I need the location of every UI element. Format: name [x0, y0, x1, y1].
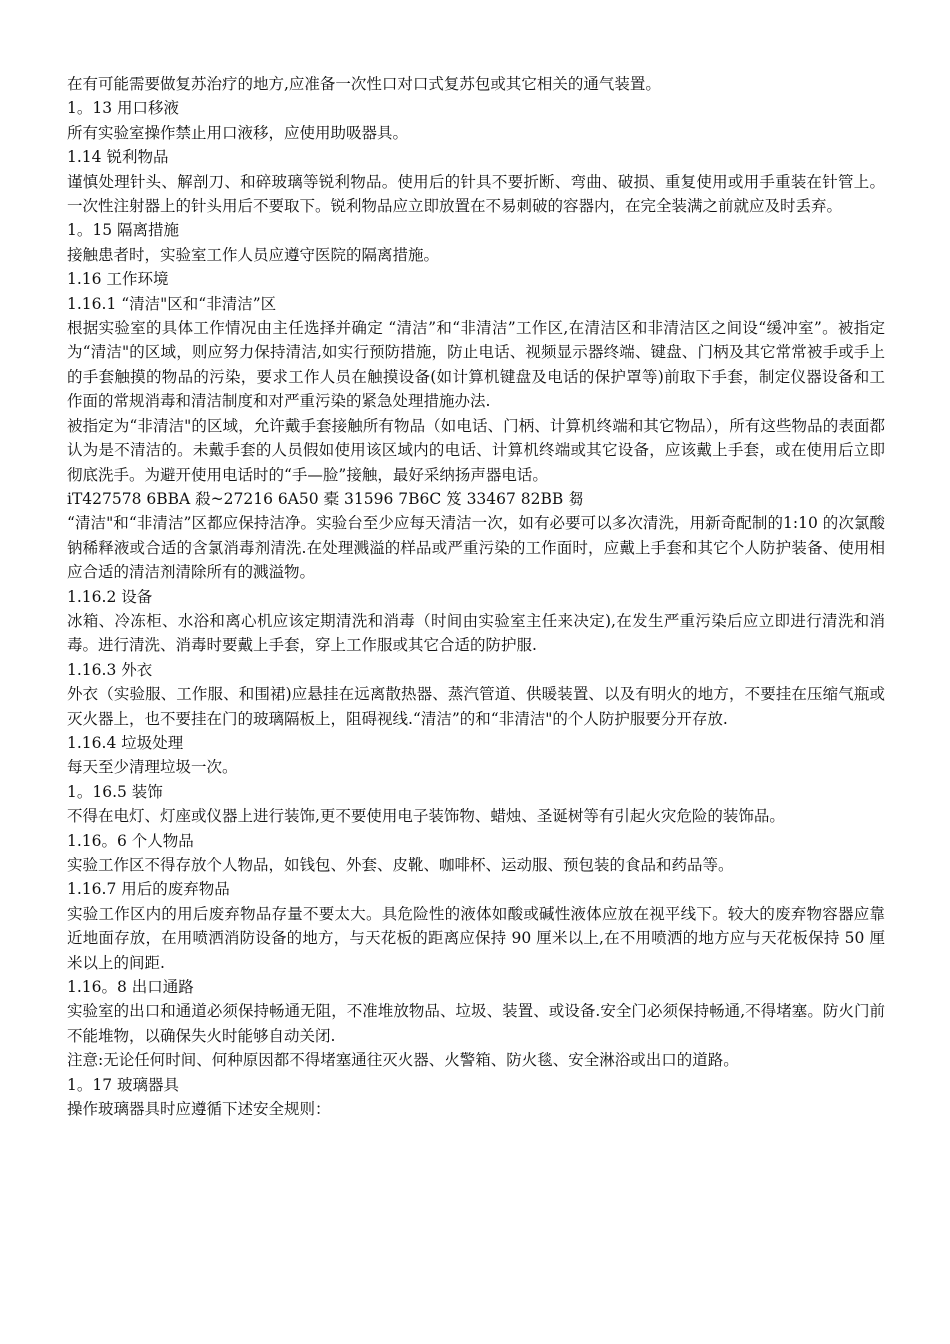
section-heading-1-16-1: 1.16.1 “清洁"区和“非清洁”区 [67, 294, 277, 313]
section-heading-1-16-4: 1.16.4 垃圾处理 [67, 733, 184, 752]
section-heading-1-14: 1.14 锐利物品 [67, 148, 169, 167]
decoration-text: 不得在电灯、灯座或仪器上进行装饰,更不要使用电子装饰物、蜡烛、圣诞树等有引起火灾危险的装饰品。 [67, 807, 785, 826]
section-heading-1-13: 1。13 用口移液 [67, 99, 180, 118]
outerwear-text: 外衣（实验服、工作服、和围裙)应悬挂在远离散热器、蒸汽管道、供暖装置、以及有明火的地方，不要挂在压缩气瓶或灭火器上，也不要挂在门的玻璃隔板上，阻碍视线.“清洁”的和“非清洁"的个人防护服要分开存放. [67, 685, 885, 728]
garbled-code-line: iT427578 6BBA 殺~27216 6A50 橐 31596 7B6C 笈 33467 82BB 芻 [67, 489, 584, 508]
section-heading-1-16-2: 1.16.2 设备 [67, 587, 153, 606]
section-heading-1-16-5: 1。16.5 装饰 [67, 782, 163, 801]
section-heading-1-16-7: 1.16.7 用后的废弃物品 [67, 880, 230, 899]
zone-cleaning-text: “清洁"和“非清洁”区都应保持洁净。实验台至少应每天清洁一次，如有必要可以多次清洗，用新奇配制的1:10 的次氯酸钠稀释液或合适的含氯消毒剂清洗.在处理溅溢的样品或严重污染的工作面时，应戴上手套和其它个人防护装备、使用相应合适的清洁剂清除所有的溅溢物。 [67, 514, 885, 582]
sharps-text: 谨慎处理针头、解剖刀、和碎玻璃等锐利物品。使用后的针具不要折断、弯曲、破损、重复使用或用手重装在针管上。一次性注射器上的针头用后不要取下。锐利物品应立即放置在不易刺破的容器内，在完全装满之前就应及时丢弃。 [67, 172, 885, 216]
section-heading-1-16-8: 1.16。8 出口通路 [67, 978, 194, 997]
exit-passage-text: 实验室的出口和通道必须保持畅通无阻，不准堆放物品、垃圾、装置、或设备.安全门必须保持畅通,不得堵塞。防火门前不能堆物，以确保失火时能够自动关闭. [67, 1002, 885, 1045]
glassware-intro-text: 操作玻璃器具时应遵循下述安全规则： [67, 1100, 331, 1119]
cpr-note-text: 在有可能需要做复苏治疗的地方,应准备一次性口对口式复苏包或其它相关的通气装置。 [67, 75, 661, 93]
personal-items-text: 实验工作区不得存放个人物品，如钱包、外套、皮靴、咖啡杯、运动服、预包装的食品和药品等。 [67, 856, 734, 874]
section-heading-1-16-3: 1.16.3 外衣 [67, 660, 153, 679]
section-heading-1-16-6: 1.16。6 个人物品 [67, 831, 194, 850]
section-heading-1-17: 1。17 玻璃器具 [67, 1075, 180, 1094]
document-body [67, 72, 885, 1121]
caution-text: 注意:无论任何时间、何种原因都不得堵塞通往灭火器、火警箱、防火毯、安全淋浴或出口的道路。 [67, 1051, 739, 1070]
non-clean-zone-text: 被指定为“非清洁"的区域，允许戴手套接触所有物品（如电话、门柄、计算机终端和其它物品），所有这些物品的表面都认为是不清洁的。未戴手套的人员假如使用该区域内的电话、计算机终端或其它设备，应该戴上手套，或在使用后立即彻底洗手。为避开使用电话时的“手—脸”接触，最好采纳扬声器电话。 [67, 416, 885, 484]
isolation-text: 接触患者时，实验室工作人员应遵守医院的隔离措施。 [67, 245, 440, 264]
pipetting-text: 所有实验室操作禁止用口液移，应使用助吸器具。 [67, 123, 409, 142]
garbage-text: 每天至少清理垃圾一次。 [67, 758, 238, 777]
section-heading-1-16: 1.16 工作环境 [67, 270, 169, 289]
clean-zone-text: 根据实验室的具体工作情况由主任选择并确定 “清洁”和“非清洁”工作区,在清洁区和非清洁区之间设“缓冲室”。被指定为“清洁"的区域，则应努力保持清洁,如实行预防措施，防止电话、视频显示器终端、键盘、门柄及其它常常被手或手上的手套触摸的物品的污染，要求工作人员在触摸设备(如计算机键盘及电话的保护罩等)前取下手套，制定仪器设备和工作面的常规消毒和清洁制度和对严重污染的紧急处理措施办法. [67, 319, 885, 411]
section-heading-1-15: 1。15 隔离措施 [67, 221, 180, 240]
waste-text: 实验工作区内的用后废弃物品存量不要太大。具危险性的液体如酸或碱性液体应放在视平线下。较大的废弃物容器应靠近地面存放，在用喷洒消防设备的地方，与天花板的距离应保持 90 厘米以上,在不用喷洒的地方应与天花板保持 50 厘米以上的间距. [67, 904, 885, 972]
equipment-text: 冰箱、冷冻柜、水浴和离心机应该定期清洗和消毒（时间由实验室主任来决定),在发生严重污染后应立即进行清洗和消毒。进行清洗、消毒时要戴上手套，穿上工作服或其它合适的防护服. [67, 611, 885, 655]
